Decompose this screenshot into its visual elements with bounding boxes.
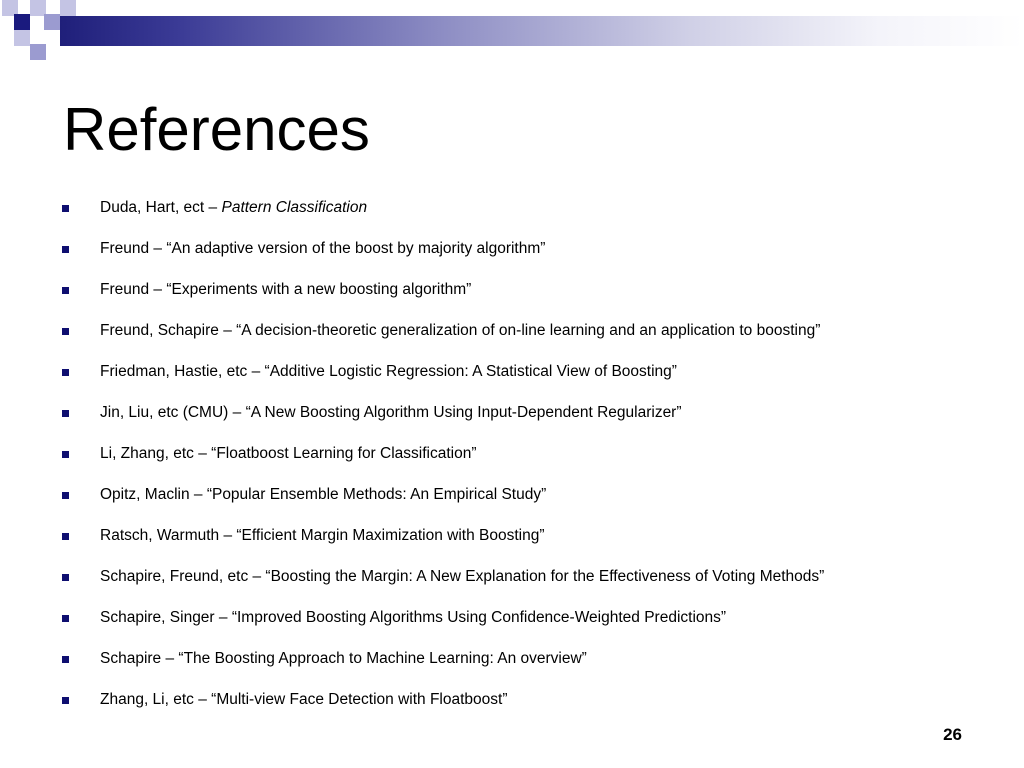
square-bullet-icon <box>62 656 69 663</box>
reference-item <box>0 476 1024 517</box>
square-bullet-icon <box>62 328 69 335</box>
reference-text <box>100 362 677 382</box>
reference-title: “Popular Ensemble Methods: An Empirical Study” <box>206 486 547 503</box>
reference-authors: Friedman, Hastie, etc – <box>100 363 265 380</box>
reference-item <box>0 230 1024 271</box>
reference-authors: Opitz, Maclin – <box>100 486 207 503</box>
reference-item <box>0 353 1024 394</box>
reference-title: “Additive Logistic Regression: A Statistical View of Boosting” <box>264 363 677 380</box>
reference-title: “An adaptive version of the boost by majority algorithm” <box>166 240 546 257</box>
reference-text <box>100 444 477 464</box>
reference-title: “Multi-view Face Detection with Floatboost” <box>211 691 508 708</box>
reference-item <box>0 599 1024 640</box>
square-bullet-icon <box>62 492 69 499</box>
reference-title: “Experiments with a new boosting algorithm” <box>166 281 472 298</box>
square-bullet-icon <box>62 533 69 540</box>
reference-text <box>100 403 682 423</box>
reference-authors: Schapire, Freund, etc – <box>100 568 266 585</box>
square-bullet-icon <box>62 574 69 581</box>
reference-item <box>0 681 1024 722</box>
reference-title: “Floatboost Learning for Classification” <box>211 445 477 462</box>
reference-list <box>0 189 1024 722</box>
reference-authors: Freund, Schapire – <box>100 322 237 339</box>
reference-item <box>0 312 1024 353</box>
reference-authors: Jin, Liu, etc (CMU) – <box>100 404 246 421</box>
reference-authors: Ratsch, Warmuth – <box>100 527 237 544</box>
square-bullet-icon <box>62 369 69 376</box>
reference-text <box>100 608 726 628</box>
square-bullet-icon <box>62 697 69 704</box>
reference-title: “A New Boosting Algorithm Using Input-Dependent Regularizer” <box>245 404 682 421</box>
header-band <box>60 16 1024 46</box>
reference-item <box>0 558 1024 599</box>
reference-item <box>0 271 1024 312</box>
slide-title: References <box>63 96 370 163</box>
reference-item <box>0 435 1024 476</box>
reference-authors: Schapire – <box>100 650 179 667</box>
reference-authors: Freund – <box>100 281 167 298</box>
square-bullet-icon <box>62 451 69 458</box>
reference-text <box>100 690 507 710</box>
reference-item <box>0 189 1024 230</box>
reference-authors: Schapire, Singer – <box>100 609 232 626</box>
reference-title: “Efficient Margin Maximization with Boosting” <box>236 527 545 544</box>
reference-text <box>100 321 820 341</box>
reference-authors: Li, Zhang, etc – <box>100 445 212 462</box>
square-bullet-icon <box>62 246 69 253</box>
reference-title: “A decision-theoretic generalization of on-line learning and an application to boosting” <box>236 322 821 339</box>
reference-authors: Duda, Hart, ect – <box>100 199 222 216</box>
reference-item <box>0 394 1024 435</box>
square-bullet-icon <box>62 410 69 417</box>
reference-item <box>0 517 1024 558</box>
square-bullet-icon <box>62 615 69 622</box>
reference-text <box>100 567 824 587</box>
reference-text <box>100 239 545 259</box>
reference-title: Pattern Classification <box>221 199 368 216</box>
reference-title: “Improved Boosting Algorithms Using Confidence-Weighted Predictions” <box>231 609 727 626</box>
reference-text <box>100 526 545 546</box>
square-bullet-icon <box>62 287 69 294</box>
reference-title: “The Boosting Approach to Machine Learning: An overview” <box>178 650 587 667</box>
reference-authors: Zhang, Li, etc – <box>100 691 212 708</box>
reference-authors: Freund – <box>100 240 167 257</box>
reference-text <box>100 649 587 669</box>
page-number: 26 <box>943 725 962 744</box>
reference-text <box>100 485 546 505</box>
reference-text <box>100 280 471 300</box>
reference-item <box>0 640 1024 681</box>
reference-text <box>100 198 367 218</box>
reference-title: “Boosting the Margin: A New Explanation for the Effectiveness of Voting Methods” <box>265 568 825 585</box>
square-bullet-icon <box>62 205 69 212</box>
